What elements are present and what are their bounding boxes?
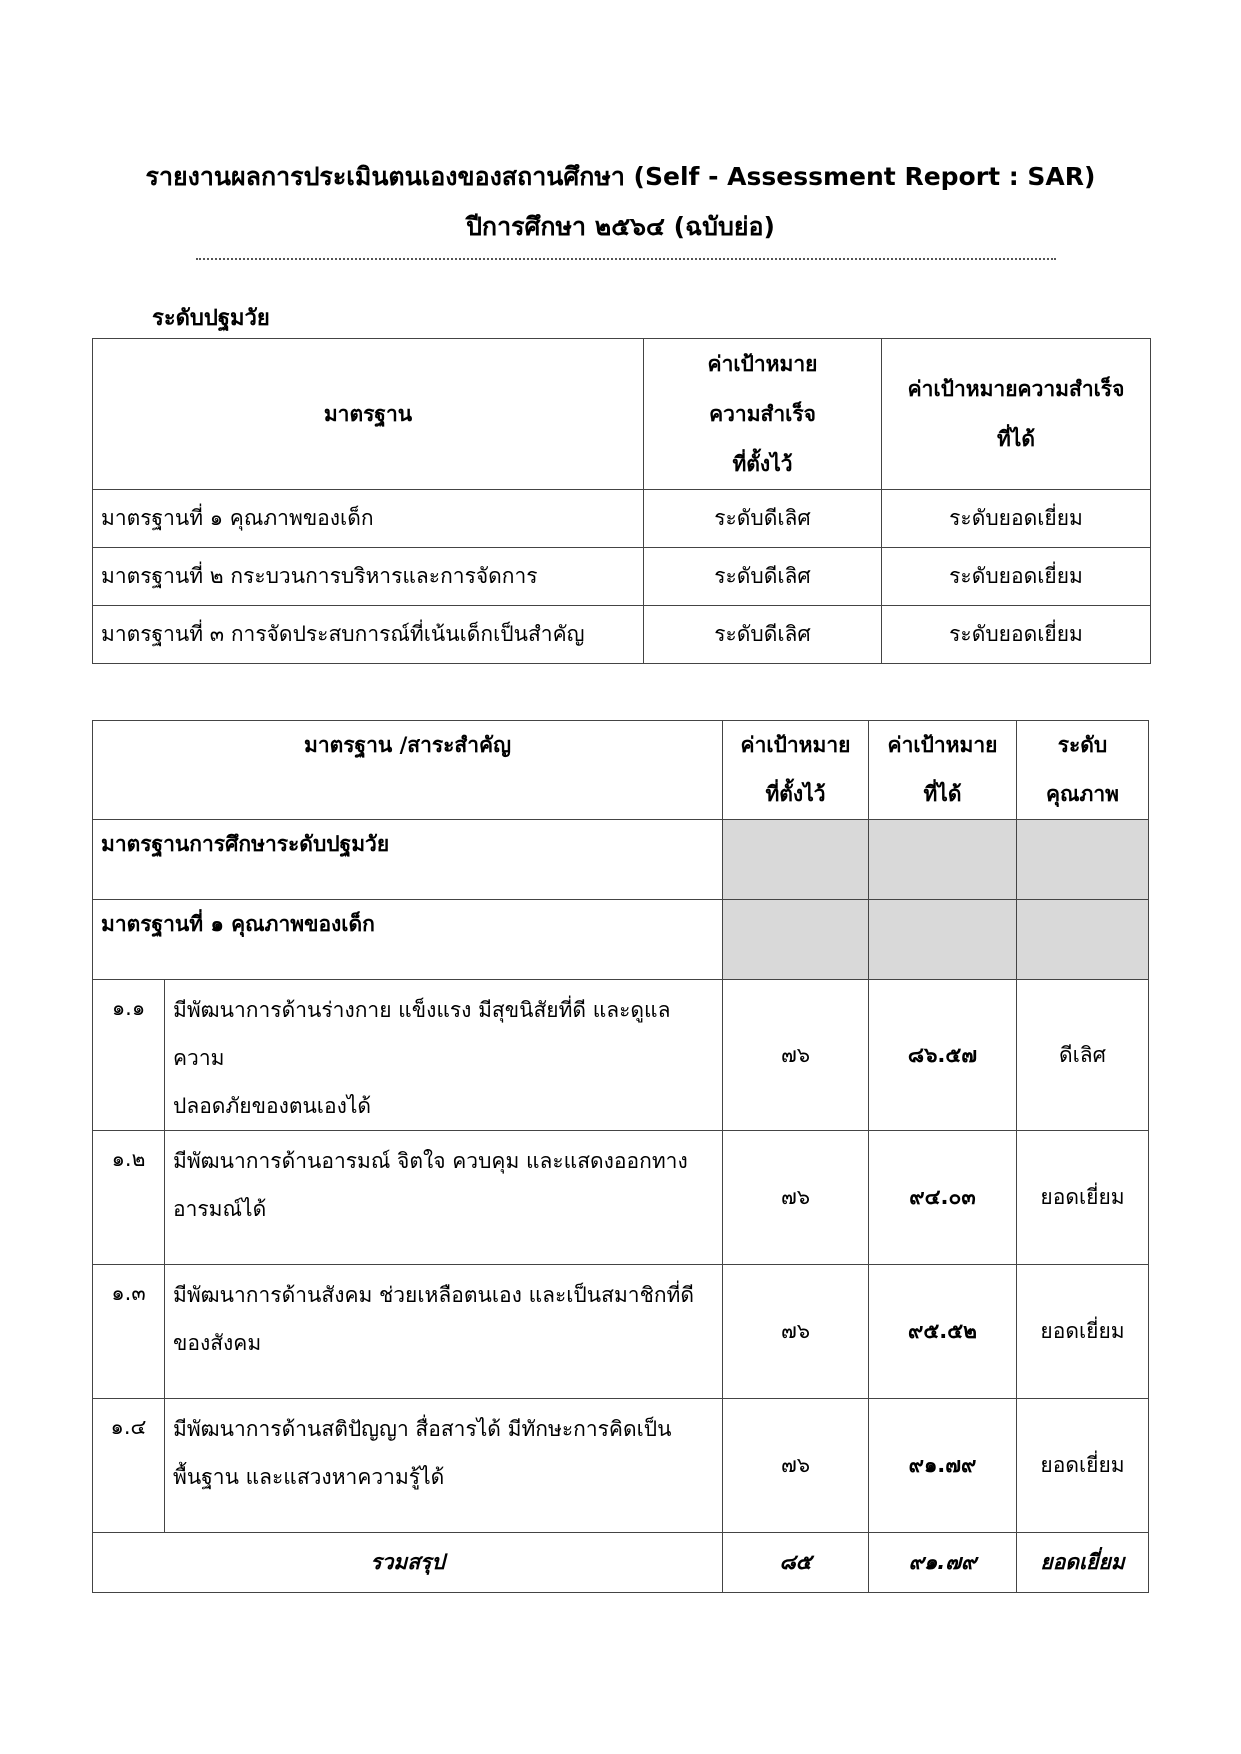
dotted-divider bbox=[196, 258, 1056, 260]
header-quality-line2: คุณภาพ bbox=[1045, 782, 1119, 806]
header-target bbox=[723, 721, 869, 820]
section-row bbox=[93, 900, 1149, 980]
table-header-row bbox=[93, 721, 1149, 820]
item-description bbox=[165, 980, 723, 1131]
table-header-row bbox=[93, 339, 1151, 490]
item-target: ๗๖ bbox=[723, 980, 869, 1131]
item-quality: ยอดเยี่ยม bbox=[1017, 1265, 1149, 1399]
item-quality: ยอดเยี่ยม bbox=[1017, 1131, 1149, 1265]
item-description-line1: มีพัฒนาการด้านสังคม ช่วยเหลือตนเอง และเป็นสมาชิกที่ดี bbox=[173, 1283, 695, 1307]
standard-name: มาตรฐานที่ ๓ การจัดประสบการณ์ที่เน้นเด็กเป็นสำคัญ bbox=[93, 606, 644, 664]
shaded-cell bbox=[1017, 900, 1149, 980]
item-quality: ยอดเยี่ยม bbox=[1017, 1399, 1149, 1533]
shaded-cell bbox=[723, 900, 869, 980]
report-subtitle: ปีการศึกษา ๒๕๖๔ (ฉบับย่อ) bbox=[466, 212, 775, 241]
table-row bbox=[93, 490, 1151, 548]
header-standard: มาตรฐาน /สาระสำคัญ bbox=[93, 721, 723, 820]
item-target: ๗๖ bbox=[723, 1399, 869, 1533]
table-row bbox=[93, 1399, 1149, 1533]
shaded-cell bbox=[869, 820, 1017, 900]
item-target: ๗๖ bbox=[723, 1131, 869, 1265]
summary-target: ๘๕ bbox=[723, 1533, 869, 1593]
target-level: ระดับดีเลิศ bbox=[644, 490, 882, 548]
item-description-line2: ปลอดภัยของตนเองได้ bbox=[173, 1094, 372, 1118]
item-achieved: ๙๔.๐๓ bbox=[869, 1131, 1017, 1265]
item-number: ๑.๒ bbox=[93, 1131, 165, 1265]
achieved-level: ระดับยอดเยี่ยม bbox=[882, 606, 1151, 664]
summary-standards-table bbox=[92, 338, 1151, 664]
shaded-cell bbox=[1017, 820, 1149, 900]
item-number: ๑.๑ bbox=[93, 980, 165, 1131]
table-row bbox=[93, 606, 1151, 664]
item-description-line2: พื้นฐาน และแสวงหาความรู้ได้ bbox=[173, 1465, 445, 1489]
table-row bbox=[93, 548, 1151, 606]
item-number: ๑.๓ bbox=[93, 1265, 165, 1399]
item-description-line2: ของสังคม bbox=[173, 1331, 262, 1355]
header-target-line1: ค่าเป้าหมาย bbox=[707, 352, 818, 376]
header-achieved bbox=[882, 339, 1151, 490]
summary-achieved: ๙๑.๗๙ bbox=[869, 1533, 1017, 1593]
table-row bbox=[93, 1131, 1149, 1265]
item-number: ๑.๔ bbox=[93, 1399, 165, 1533]
achieved-level: ระดับยอดเยี่ยม bbox=[882, 490, 1151, 548]
item-achieved: ๘๖.๕๗ bbox=[869, 980, 1017, 1131]
item-description bbox=[165, 1265, 723, 1399]
header-standard: มาตรฐาน bbox=[93, 339, 644, 490]
item-achieved: ๙๕.๕๒ bbox=[869, 1265, 1017, 1399]
section-title: มาตรฐานที่ ๑ คุณภาพของเด็ก bbox=[93, 900, 723, 980]
header-target-line3: ที่ตั้งไว้ bbox=[732, 452, 793, 476]
header-achieved-line1: ค่าเป้าหมายความสำเร็จ bbox=[907, 377, 1125, 401]
standard-name: มาตรฐานที่ ๑ คุณภาพของเด็ก bbox=[93, 490, 644, 548]
header-target-line2: ที่ตั้งไว้ bbox=[765, 782, 826, 806]
section-title: มาตรฐานการศึกษาระดับปฐมวัย bbox=[93, 820, 723, 900]
header-achieved-line2: ที่ได้ bbox=[996, 427, 1036, 451]
detail-standards-table bbox=[92, 720, 1149, 1593]
item-description bbox=[165, 1131, 723, 1265]
summary-label: รวมสรุป bbox=[93, 1533, 723, 1593]
item-description bbox=[165, 1399, 723, 1533]
item-achieved: ๙๑.๗๙ bbox=[869, 1399, 1017, 1533]
table-row bbox=[93, 980, 1149, 1131]
item-description-line1: มีพัฒนาการด้านร่างกาย แข็งแรง มีสุขนิสัยที่ดี และดูแลความ bbox=[173, 998, 671, 1070]
header-target-line2: ความสำเร็จ bbox=[709, 402, 816, 426]
standard-name: มาตรฐานที่ ๒ กระบวนการบริหารและการจัดการ bbox=[93, 548, 644, 606]
item-quality: ดีเลิศ bbox=[1017, 980, 1149, 1131]
header-achieved-line2: ที่ได้ bbox=[923, 782, 962, 806]
item-description-line1: มีพัฒนาการด้านอารมณ์ จิตใจ ควบคุม และแสดงออกทาง bbox=[173, 1149, 688, 1173]
header-achieved bbox=[869, 721, 1017, 820]
section-row bbox=[93, 820, 1149, 900]
target-level: ระดับดีเลิศ bbox=[644, 548, 882, 606]
summary-row bbox=[93, 1533, 1149, 1593]
header-target bbox=[644, 339, 882, 490]
summary-quality: ยอดเยี่ยม bbox=[1017, 1533, 1149, 1593]
target-level: ระดับดีเลิศ bbox=[644, 606, 882, 664]
table-row bbox=[93, 1265, 1149, 1399]
item-description-line1: มีพัฒนาการด้านสติปัญญา สื่อสารได้ มีทักษะการคิดเป็น bbox=[173, 1417, 672, 1441]
header-quality bbox=[1017, 721, 1149, 820]
shaded-cell bbox=[723, 820, 869, 900]
item-description-line2: อารมณ์ได้ bbox=[173, 1197, 267, 1221]
shaded-cell bbox=[869, 900, 1017, 980]
item-target: ๗๖ bbox=[723, 1265, 869, 1399]
section-level-label: ระดับปฐมวัย bbox=[152, 306, 270, 331]
header-achieved-line1: ค่าเป้าหมาย bbox=[887, 733, 998, 757]
header-quality-line1: ระดับ bbox=[1057, 733, 1108, 757]
achieved-level: ระดับยอดเยี่ยม bbox=[882, 548, 1151, 606]
report-title: รายงานผลการประเมินตนเองของสถานศึกษา (Self - Assessment Report : SAR) bbox=[145, 162, 1096, 191]
header-target-line1: ค่าเป้าหมาย bbox=[740, 733, 851, 757]
